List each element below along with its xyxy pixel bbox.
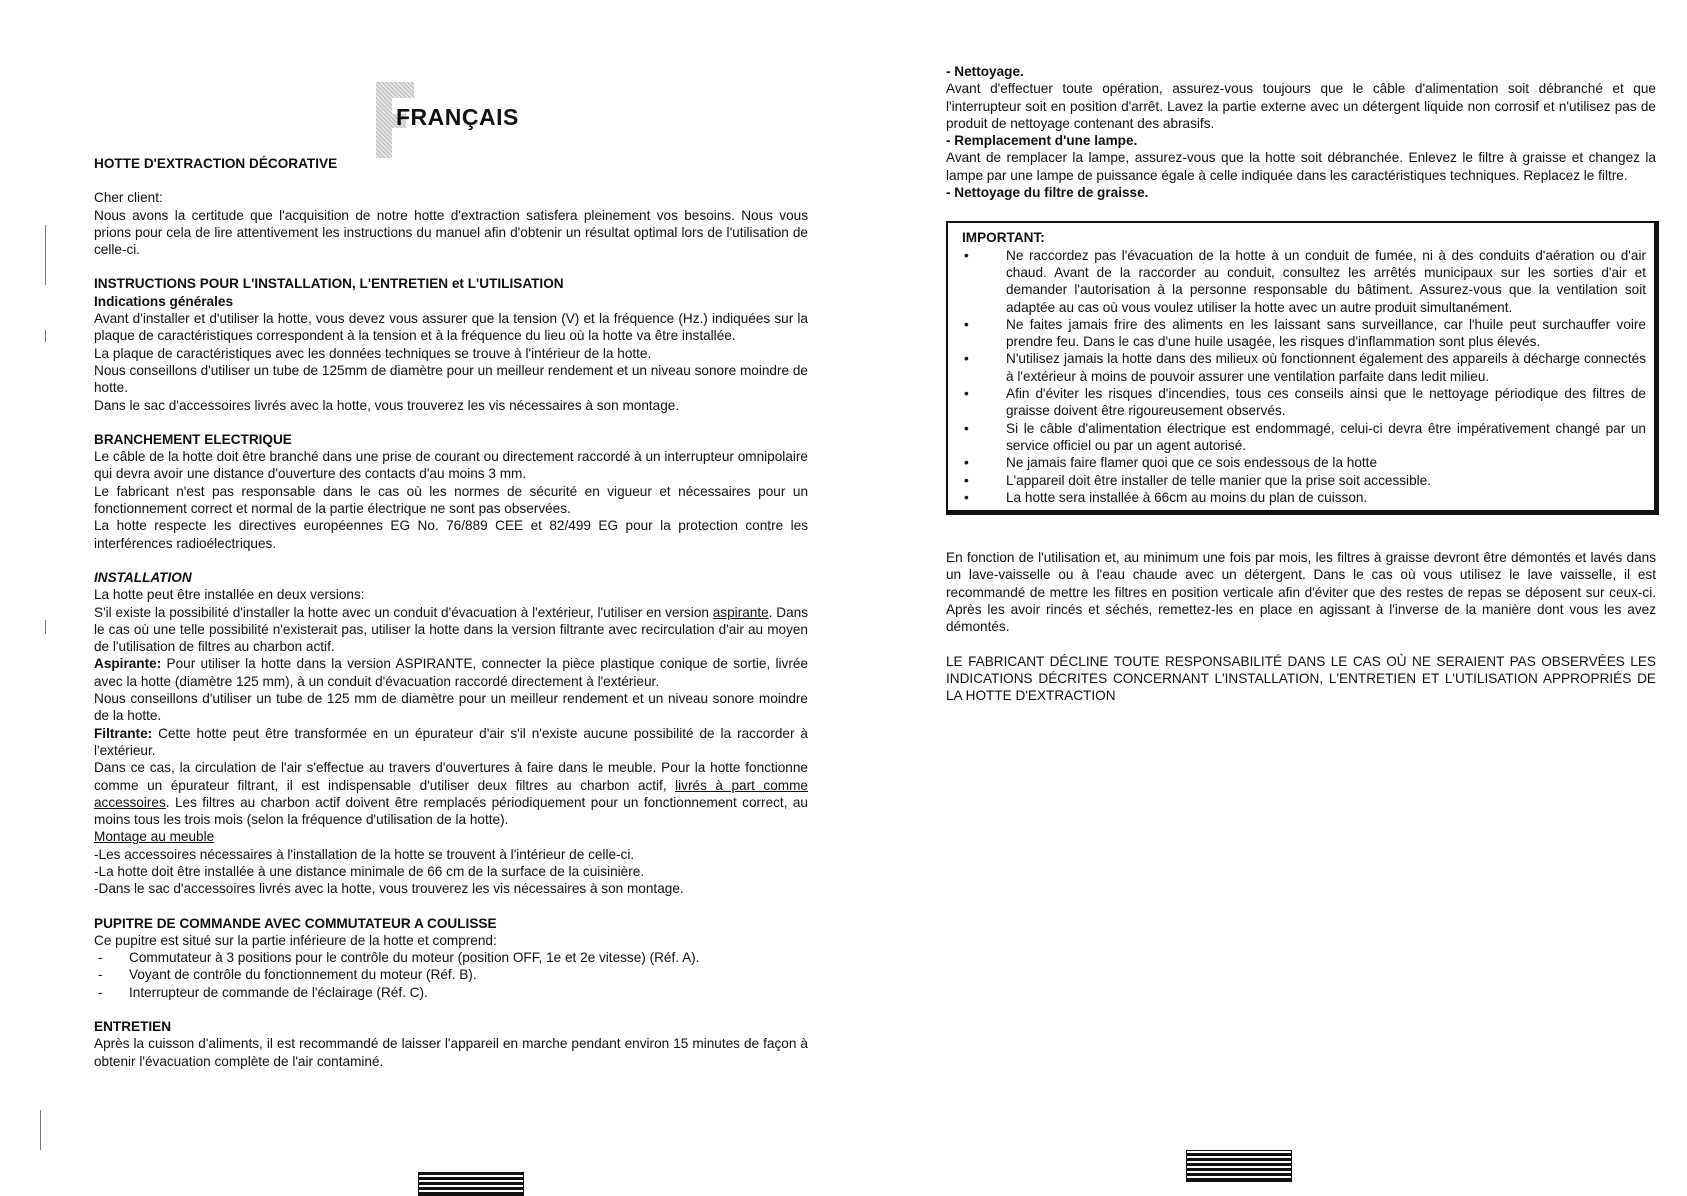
- mounting-line: -La hotte doit être installée à une distance minimale de 66 cm de la surface de la cuisinière.: [94, 863, 645, 879]
- left-column: [94, 155, 808, 1070]
- scan-mark: [45, 225, 46, 285]
- scan-mark: [40, 1110, 41, 1150]
- mounting-line: -Les accessoires nécessaires à l'installation de la hotte se trouvent à l'intérieur de celle-ci.: [94, 846, 635, 862]
- aspirante-paragraph: Aspirante: Pour utiliser la hotte dans la version ASPIRANTE, connecter la pièce plastique conique de sortie, livrée avec la hotte (diamètre 125 mm), à un conduit d'évacuation raccordé directement à l'extérieur.: [94, 656, 808, 689]
- important-title: IMPORTANT:: [962, 230, 1045, 246]
- list-item: • Ne raccordez pas l'évacuation de la hotte à un conduit de fumée, ni à des conduits d'aération ou d'air chaud. Avant de la raccorder au conduit, consultez les arrêtés municipaux sur les sorties d'air et demander l'autorisation à la personne responsable du bâtiment. Assurez-vous que la ventilation soit adaptée au cas où vous voulez utiliser la hotte avec un autre produit simultanément.: [962, 247, 1646, 316]
- control-panel-intro: Ce pupitre est situé sur la partie inférieure de la hotte et comprend:: [94, 932, 497, 948]
- list-item: • Si le câble d'alimentation électrique est endommagé, celui-ci devra être impérativement changé par un service officiel ou par un agent autorisé.: [962, 420, 1646, 455]
- control-panel-heading: PUPITRE DE COMMANDE AVEC COMMUTATEUR A COULISSE: [94, 915, 497, 931]
- list-item: • N'utilisez jamais la hotte dans des milieux où fonctionnent également des appareils à décharge connectés à l'extérieur à moins de pouvoir assurer une ventilation parfaite dans ledit milieu.: [962, 350, 1646, 385]
- maintenance-heading: ENTRETIEN: [94, 1019, 172, 1035]
- installation-paragraph: La hotte peut être installée en deux versions:: [94, 587, 365, 603]
- installation-paragraph: S'il existe la possibilité d'installer la hotte avec un conduit d'évacuation à l'extérieur, l'utiliser en version aspirante. Dans le cas où une telle possibilité n'existerait pas, utiliser la hotte dans la version filtrante avec recirculation d'air au moyen de l'utilisation de filtres au charbon actif.: [94, 604, 808, 655]
- list-item: - Commutateur à 3 positions pour le contrôle du moteur (position OFF, 1e et 2e vitesse) (Réf. A).: [94, 949, 808, 966]
- main-heading: HOTTE D'EXTRACTION DÉCORATIVE: [94, 156, 338, 171]
- important-box: [946, 221, 1659, 515]
- installation-heading: INSTALLATION: [94, 569, 192, 585]
- disclaimer: LE FABRICANT DÉCLINE TOUTE RESPONSABILITÉ DANS LE CAS OÙ NE SERAIENT PAS OBSERVÉES LES INDICATIONS DÉCRITES CONCERNANT L'INSTALLATION, L'ENTRETIEN ET L'UTILISATION APPROPRIÉS DE LA HOTTE D'EXTRACTION: [946, 653, 1656, 704]
- electrical-paragraph: Le fabricant n'est pas responsable dans le cas où les normes de sécurité en vigueur et nécessaires pour un fonctionnement correct et normal de la partie électrique ne sont pas observées.: [94, 483, 808, 517]
- scan-mark: [45, 620, 46, 634]
- lamp-paragraph: Avant de remplacer la lampe, assurez-vous que la hotte soit débranchée. Enlevez le filtre à graisse et changez la lampe par une lampe de puissance égale à celle indiquée dans les caractéristiques techniques. Replacez le filtre.: [946, 150, 1656, 183]
- cleaning-heading: - Nettoyage.: [946, 64, 1024, 79]
- maintenance-paragraph: Après la cuisson d'aliments, il est recommandé de laisser l'appareil en marche pendant environ 15 minutes de façon à obtenir l'évacuation complète de l'air contaminé.: [94, 1036, 808, 1069]
- list-item: • La hotte sera installée à 66cm au moins du plan de cuisson.: [962, 489, 1646, 506]
- intro-paragraph: Nous avons la certitude que l'acquisition de notre hotte d'extraction satisfera pleinement vos besoins. Nous vous prions pour cela de lire attentivement les instructions du manuel afin d'obtenir un résultat optimal lors de l'utilisation de celle-ci.: [94, 207, 808, 258]
- installation-paragraph: Dans ce cas, la circulation de l'air s'effectue au travers d'ouvertures à faire dans le meuble. Pour la hotte fonctionne comme un épurateur filtrant, il est indispensable d'utiliser deux filtres au charbon actif, livrés à part comme accessoires. Les filtres au charbon actif doivent être remplacés périodiquement pour un fonctionnement correct, au moins tous les trois mois (selon la fréquence d'utilisation de la hotte).: [94, 760, 808, 828]
- control-panel-list: [94, 949, 808, 1001]
- lamp-heading: - Remplacement d'une lampe.: [946, 133, 1138, 149]
- general-paragraph: La plaque de caractéristiques avec les données techniques se trouve à l'intérieur de la hotte.: [94, 345, 652, 361]
- filtrante-paragraph: Filtrante: Cette hotte peut être transformée en un épurateur d'air s'il n'existe aucune possibilité de la raccorder à l'extérieur.: [94, 725, 808, 758]
- mounting-line: -Dans le sac d'accessoires livrés avec la hotte, vous trouverez les vis nécessaires à son montage.: [94, 881, 684, 897]
- brand-logo: [1186, 1150, 1292, 1182]
- list-item: • Ne faites jamais frire des aliments en les laissant sans surveillance, car l'huile peut surchauffer voire prendre feu. Dans le cas d'une huile usagée, les risques d'inflammation sont plus élevés.: [962, 316, 1646, 351]
- important-list: [962, 247, 1646, 506]
- list-item: • Ne jamais faire flamer quoi que ce sois endessous de la hotte: [962, 454, 1646, 471]
- scan-mark: [45, 330, 46, 342]
- installation-paragraph: Nous conseillons d'utiliser un tube de 125 mm de diamètre pour un meilleur rendement et un niveau sonore moindre de la hotte.: [94, 691, 808, 724]
- filter-paragraph: En fonction de l'utilisation et, au minimum une fois par mois, les filtres à graisse devront être démontés et lavés dans un lave-vaisselle ou à l'eau chaude avec un détergent. Dans le cas où vous utilisez le lave vaisselle, il est recommandé de mettre les filtres en position verticale afin d'éviter que des restes de repas se déposent sur ceux-ci. Après les avoir rincés et séchés, remettez-les en place en agissant à l'inverse de la manière dont vous les avez démontés.: [946, 550, 1656, 635]
- brand-logo: [418, 1172, 524, 1196]
- page-title: FRANÇAIS: [396, 104, 519, 130]
- greeting: Cher client:: [94, 190, 163, 206]
- mounting-heading: Montage au meuble: [94, 829, 215, 845]
- cleaning-paragraph: Avant d'effectuer toute opération, assurez-vous toujours que le câble d'alimentation soit débranché et que l'interrupteur soit en position d'arrêt. Lavez la partie externe avec un détergent liquide non corrosif et n'utilisez pas de produit de nettoyage contenant des abrasifs.: [946, 81, 1656, 131]
- list-item: • L'appareil doit être installer de telle manier que la prise soit accessible.: [962, 472, 1646, 489]
- instructions-heading: INSTRUCTIONS POUR L'INSTALLATION, L'ENTRETIEN et L'UTILISATION: [94, 276, 564, 292]
- electrical-paragraph: Le câble de la hotte doit être branché dans une prise de courant ou directement raccordé à un interrupteur omnipolaire qui devra avoir une distance d'ouverture des contacts d'au moins 3 mm.: [94, 449, 808, 482]
- list-item: • Afin d'éviter les risques d'incendies, tous ces conseils ainsi que le nettoyage périodique des filtres de graisse doivent être rigoureusement observés.: [962, 385, 1646, 420]
- general-heading: Indications générales: [94, 293, 234, 309]
- right-column: [946, 63, 1656, 705]
- electrical-paragraph: La hotte respecte les directives européennes EG No. 76/889 CEE et 82/499 EG pour la protection contre les interférences radioélectriques.: [94, 518, 808, 551]
- list-item: - Interrupteur de commande de l'éclairage (Réf. C).: [94, 984, 808, 1001]
- general-paragraph: Nous conseillons d'utiliser un tube de 125mm de diamètre pour un meilleur rendement et un niveau sonore moindre de hotte.: [94, 362, 808, 396]
- electrical-heading: BRANCHEMENT ELECTRIQUE: [94, 431, 292, 447]
- filter-heading: - Nettoyage du filtre de graisse.: [946, 185, 1149, 201]
- general-paragraph: Avant d'installer et d'utiliser la hotte, vous devez vous assurer que la tension (V) et la fréquence (Hz.) indiquées sur la plaque de caractéristiques correspondent à la tension et à la fréquence du lieu où la hotte va être installée.: [94, 311, 808, 344]
- list-item: - Voyant de contrôle du fonctionnement du moteur (Réf. B).: [94, 966, 808, 983]
- general-paragraph: Dans le sac d'accessoires livrés avec la hotte, vous trouverez les vis nécessaires à son montage.: [94, 397, 680, 413]
